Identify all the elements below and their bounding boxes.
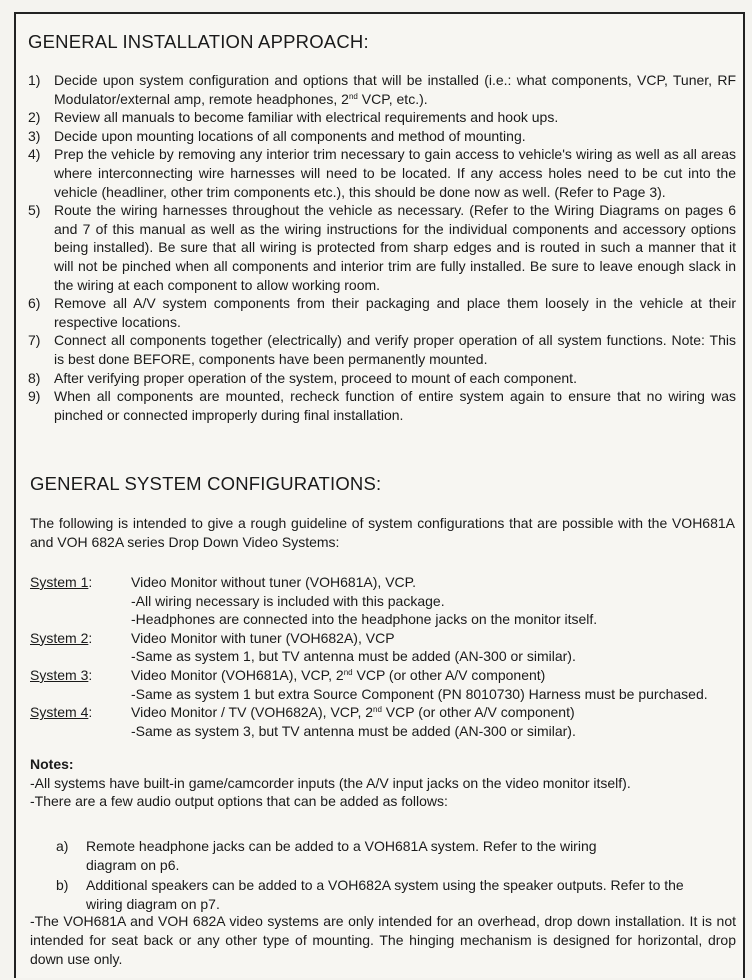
step-text: Review all manuals to become familiar with electrical requirements and hook ups. bbox=[54, 109, 559, 126]
heading-configurations: GENERAL SYSTEM CONFIGURATIONS: bbox=[30, 473, 382, 494]
document-page bbox=[14, 12, 745, 978]
system-entry bbox=[30, 703, 735, 740]
option-letter: a) bbox=[56, 838, 69, 854]
notes-heading: Notes: bbox=[30, 756, 74, 772]
system-entry bbox=[30, 573, 735, 629]
step-number: 5) bbox=[28, 202, 41, 219]
system-description: Video Monitor / TV (VOH682A), VCP, 2nd VCP (or other A/V component) -Same as system 3, but TV antenna must be added (AN-300 or similar). bbox=[131, 704, 576, 739]
audio-options-list bbox=[56, 837, 736, 913]
list-item bbox=[28, 201, 736, 294]
step-text: Route the wiring harnesses throughout the vehicle as necessary. (Refer to the Wiring Diagrams on pages 6 and 7 of this manual as well as the wiring instructions for the individual components and accessory options being installed). Be sure that all wiring is protected from sharp edges and is routed in such a manner that it will not be pinched when all components and interior trim are fully installed. Be sure to leave enough slack in the wiring at each component to allow working room. bbox=[54, 202, 736, 293]
install-steps-list bbox=[28, 71, 736, 424]
list-item bbox=[28, 331, 736, 368]
list-item bbox=[28, 294, 736, 331]
list-item bbox=[28, 145, 736, 201]
step-text: Remove all A/V system components from their packaging and place them loosely in the vehicle at their respective locations. bbox=[54, 295, 736, 330]
system-label: System 2: bbox=[30, 629, 93, 646]
system-entry bbox=[30, 629, 735, 666]
list-item bbox=[28, 127, 736, 146]
step-number: 6) bbox=[28, 295, 41, 312]
step-number: 1) bbox=[28, 72, 41, 88]
option-text: Remote headphone jacks can be added to a VOH681A system. Refer to the wiring diagram on p6. bbox=[86, 838, 597, 873]
system-description: Video Monitor with tuner (VOH682A), VCP -Same as system 1, but TV antenna must be added (AN-300 or similar). bbox=[131, 629, 576, 665]
list-item bbox=[28, 369, 736, 388]
system-entry bbox=[30, 666, 735, 703]
step-number: 2) bbox=[28, 109, 41, 126]
system-label: System 3: bbox=[30, 666, 93, 683]
step-number: 8) bbox=[28, 369, 41, 386]
option-letter: b) bbox=[56, 877, 69, 894]
step-text: Decide upon mounting locations of all components and method of mounting. bbox=[54, 127, 526, 144]
list-item bbox=[28, 387, 736, 424]
step-number: 9) bbox=[28, 388, 41, 405]
system-label: System 1: bbox=[30, 574, 93, 590]
step-number: 4) bbox=[28, 146, 41, 163]
list-item bbox=[28, 71, 736, 108]
final-paragraph: -The VOH681A and VOH 682A video systems are only intended for an overhead, drop down installation. It is not intended for seat back or any other type of mounting. The hinging mechanism is designed for horizontal, drop down use only. bbox=[30, 913, 736, 967]
step-number: 3) bbox=[28, 127, 41, 144]
systems-list bbox=[30, 573, 735, 740]
system-label: System 4: bbox=[30, 704, 93, 721]
step-text: When all components are mounted, recheck function of entire system again to ensure that no wiring was pinched or connected improperly during final installation. bbox=[54, 388, 736, 423]
system-description: Video Monitor without tuner (VOH681A), VCP. -All wiring necessary is included with this package. -Headphones are connected into the headphone jacks on the monitor itself. bbox=[131, 574, 598, 628]
note-text: -All systems have built-in game/camcorder inputs (the A/V input jacks on the video monitor itself). bbox=[30, 774, 631, 791]
step-number: 7) bbox=[28, 332, 41, 349]
step-text: Prep the vehicle by removing any interior trim necessary to gain access to vehicle's wiring as well as all areas where interconnecting wire harnesses will need to be located. If any access holes need to be cut into the vehicle (headliner, other trim components etc.), this should be done now as well. (Refer to Page 3). bbox=[54, 146, 736, 200]
step-text: After verifying proper operation of the system, proceed to mount of each component. bbox=[54, 369, 577, 386]
notes-section bbox=[30, 755, 735, 811]
list-item bbox=[56, 876, 736, 913]
step-text: Decide upon system configuration and options that will be installed (i.e.: what components, VCP, Tuner, RF Modulator/external amp, remote headphones, 2nd VCP, etc.). bbox=[54, 72, 736, 107]
intro-paragraph: The following is intended to give a rough guideline of system configurations that are possible with the VOH681A and VOH 682A series Drop Down Video Systems: bbox=[30, 515, 735, 550]
heading-installation: GENERAL INSTALLATION APPROACH: bbox=[28, 31, 369, 52]
list-item bbox=[56, 837, 736, 874]
system-description: Video Monitor (VOH681A), VCP, 2nd VCP (or other A/V component) -Same as system 1 but extra Source Component (PN 8010730) Harness must be purchased. bbox=[131, 666, 708, 702]
list-item bbox=[28, 108, 736, 127]
note-text: -There are a few audio output options that can be added as follows: bbox=[30, 793, 448, 810]
step-text: Connect all components together (electrically) and verify proper operation of all system functions. Note: This is best done BEFORE, components have been permanently mounted. bbox=[54, 332, 736, 367]
option-text: Additional speakers can be added to a VOH682A system using the speaker outputs. Refer to the wiring diagram on p7. bbox=[86, 877, 684, 912]
